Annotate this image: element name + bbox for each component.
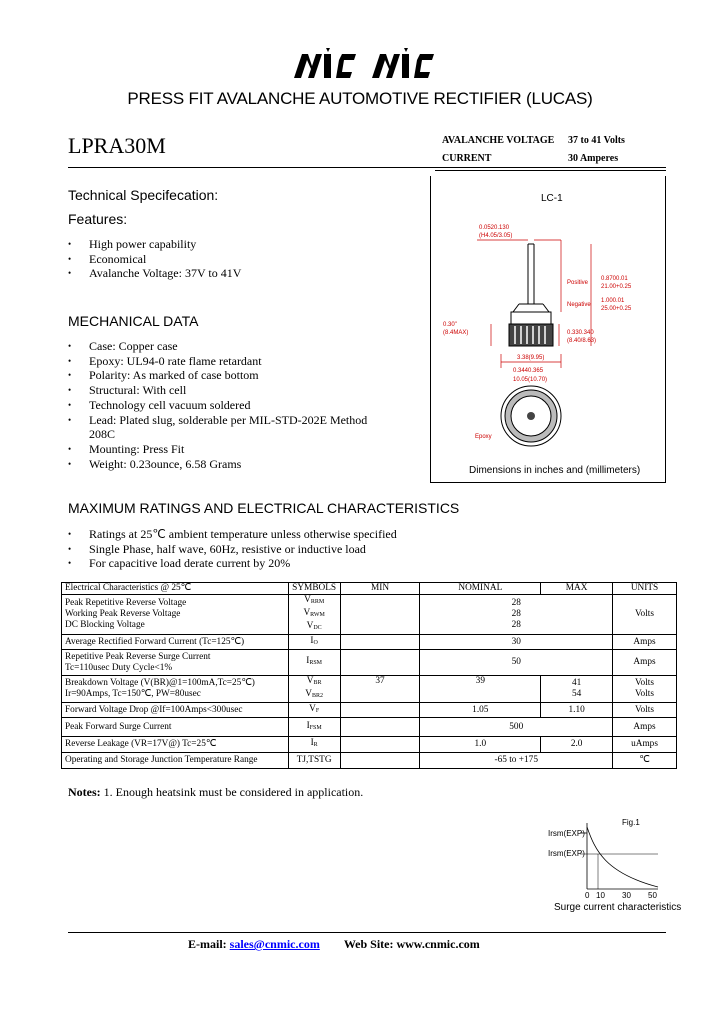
mechanical-item: • Weight: 0.23ounce, 6.58 Grams: [68, 457, 368, 472]
part-number: LPRA30M: [68, 133, 166, 158]
feature-item: • Avalanche Voltage: 37V to 41V: [68, 266, 241, 281]
figure-caption: Surge current characteristics: [554, 902, 682, 913]
dim-a-mm: 21.00+0.25: [601, 284, 632, 290]
min-cell: [340, 635, 420, 650]
min-cell: [340, 650, 420, 676]
mechanical-item: • Technology cell vacuum soldered: [68, 398, 368, 413]
figure-y2: Irsm(EXP): [548, 849, 585, 858]
dim-a: 0.8700.01: [601, 276, 628, 282]
dim-b: 1.000.01: [601, 298, 625, 304]
dim-right: 0.330.340: [567, 330, 594, 336]
mechanical-item: • Mounting: Press Fit: [68, 442, 368, 457]
footer-divider: [68, 932, 666, 933]
ratings-heading: MAXIMUM RATINGS AND ELECTRICAL CHARACTERISTICS: [68, 500, 460, 516]
mechanical-data-heading: MECHANICAL DATA: [68, 313, 199, 329]
unit-cell: uAmps: [613, 737, 677, 753]
dim-w2: 0.3440.365: [513, 368, 544, 374]
table-row: [62, 753, 677, 769]
nominal-cell: 28 28 28: [420, 595, 613, 635]
table-row: [62, 595, 677, 635]
figure-label: Fig.1: [622, 818, 640, 827]
unit-cell: ℃: [613, 753, 677, 769]
param-cell: Breakdown Voltage (V(BR)@1=100mA,Tc=25℃) Ir=90Amps, Tc=150℃, PW=80usec: [62, 676, 289, 703]
min-cell: [340, 718, 420, 737]
mechanical-item: • Lead: Plated slug, solderable per MIL-STD-202E Method 208C: [68, 413, 368, 442]
min-cell: [340, 595, 420, 635]
table-row: [62, 676, 677, 703]
table-row: [62, 703, 677, 718]
epoxy-label: Epoxy: [475, 434, 492, 440]
avalanche-voltage-value: 37 to 41 Volts: [568, 135, 625, 146]
col-header: NOMINAL: [420, 583, 541, 595]
dim-width: 3.38(9.95): [517, 355, 545, 361]
col-header: UNITS: [613, 583, 677, 595]
table-header-row: [62, 583, 677, 595]
nominal-cell: 39: [420, 676, 541, 703]
condition-item: • For capacitive load derate current by 20%: [68, 556, 648, 571]
condition-item: • Single Phase, half wave, 60Hz, resistive or inductive load: [68, 542, 648, 557]
param-cell: Operating and Storage Junction Temperature Range: [62, 753, 289, 769]
condition-item: • Ratings at 25℃ ambient temperature unless otherwise specified: [68, 527, 648, 542]
notes-text: 1. Enough heatsink must be considered in application.: [100, 785, 364, 799]
dim-top: 0.0520.130: [479, 225, 510, 231]
dim-w3: 10.05(10.70): [513, 377, 548, 383]
symbol-cell: IRSM: [288, 650, 340, 676]
table-row: [62, 635, 677, 650]
dim-left-mm: (8.4MAX): [443, 330, 469, 336]
features-heading: Features:: [68, 211, 128, 227]
technical-spec-heading: Technical Specifecation:: [68, 187, 219, 203]
nominal-cell: -65 to +175: [420, 753, 613, 769]
website[interactable]: Web Site: www.cnmic.com: [343, 937, 480, 951]
symbol-cell: IFSM: [288, 718, 340, 737]
x-tick: 50: [648, 891, 657, 900]
param-cell: Peak Forward Surge Current: [62, 718, 289, 737]
col-header: SYMBOLS: [288, 583, 340, 595]
x-tick: 30: [622, 891, 631, 900]
table-row: [62, 650, 677, 676]
part-number-underline: [68, 167, 666, 168]
param-cell: Average Rectified Forward Current (Tc=125℃): [62, 635, 289, 650]
nominal-cell: 50: [420, 650, 613, 676]
positive-label: Positive: [567, 280, 589, 286]
feature-item: • Economical: [68, 252, 241, 267]
mechanical-item: • Case: Copper case: [68, 339, 368, 354]
table-row: [62, 737, 677, 753]
package-diagram: [430, 176, 666, 483]
param-cell: Reverse Leakage (VR=17V@) Tc=25℃: [62, 737, 289, 753]
document-title: PRESS FIT AVALANCHE AUTOMOTIVE RECTIFIER (LUCAS): [127, 89, 593, 108]
unit-cell: Volts Volts: [613, 676, 677, 703]
mechanical-item: • Polarity: As marked of case bottom: [68, 368, 368, 383]
max-cell: 41 54: [541, 676, 613, 703]
x-tick: 0: [585, 891, 590, 900]
current-label: CURRENT: [442, 153, 492, 164]
x-tick: 10: [596, 891, 605, 900]
min-cell: [340, 753, 420, 769]
diagram-caption: Dimensions in inches and (millimeters): [469, 465, 641, 476]
email-link[interactable]: sales@cnmic.com: [229, 937, 320, 951]
param-cell: Repetitive Peak Reverse Surge Current Tc=110usec Duty Cycle<1%: [62, 650, 289, 676]
unit-cell: Volts: [613, 595, 677, 635]
min-cell: 37: [340, 676, 420, 703]
mechanical-item: • Epoxy: UL94-0 rate flame retardant: [68, 354, 368, 369]
nominal-cell: 30: [420, 635, 613, 650]
conditions-list: [68, 527, 648, 571]
mechanical-data-list: [68, 339, 368, 471]
features-list: [68, 237, 241, 281]
symbol-cell: VRRM VRWM VDC: [288, 595, 340, 635]
symbol-cell: VF: [288, 703, 340, 718]
symbol-cell: VBR VBR2: [288, 676, 340, 703]
unit-cell: Amps: [613, 650, 677, 676]
param-cell: Peak Repetitive Reverse Voltage Working Peak Reverse Voltage DC Blocking Voltage: [62, 595, 289, 635]
current-value: 30 Amperes: [568, 153, 619, 164]
ratings-table: [61, 582, 677, 769]
mechanical-item: • Structural: With cell: [68, 383, 368, 398]
figure-y1: Irsm(EXP): [548, 829, 585, 838]
notes-label: Notes:: [68, 785, 101, 799]
surge-figure: [540, 815, 665, 905]
param-cell: Forward Voltage Drop @If=100Amps<300usec: [62, 703, 289, 718]
col-header: MIN: [340, 583, 420, 595]
feature-item: • High power capability: [68, 237, 241, 252]
dim-right-mm: (8.40/8.63): [567, 338, 597, 344]
nominal-cell: 1.0: [420, 737, 541, 753]
negative-label: Negative: [567, 302, 591, 308]
footer: [188, 937, 480, 952]
dim-b-mm: 25.00+0.25: [601, 306, 632, 312]
email-label: E-mail:: [188, 937, 230, 951]
min-cell: [340, 737, 420, 753]
symbol-cell: TJ,TSTG: [288, 753, 340, 769]
unit-cell: Volts: [613, 703, 677, 718]
nominal-cell: 500: [420, 718, 613, 737]
nominal-cell: 1.05: [420, 703, 541, 718]
dim-left: 0.30": [443, 322, 457, 328]
surge-curve: [580, 823, 658, 889]
symbol-cell: IR: [288, 737, 340, 753]
unit-cell: Amps: [613, 718, 677, 737]
company-logo: [292, 46, 442, 82]
package-name: LC-1: [541, 193, 563, 204]
table-row: [62, 718, 677, 737]
spec-divider: [435, 170, 666, 171]
symbol-cell: IO: [288, 635, 340, 650]
min-cell: [340, 703, 420, 718]
max-cell: 2.0: [541, 737, 613, 753]
col-header: Electrical Characteristics @ 25℃: [62, 583, 289, 595]
unit-cell: Amps: [613, 635, 677, 650]
col-header: MAX: [541, 583, 613, 595]
max-cell: 1.10: [541, 703, 613, 718]
dim-top-mm: (H4.05/3.05): [479, 233, 513, 239]
avalanche-voltage-label: AVALANCHE VOLTAGE: [442, 135, 555, 146]
notes: [68, 785, 363, 800]
